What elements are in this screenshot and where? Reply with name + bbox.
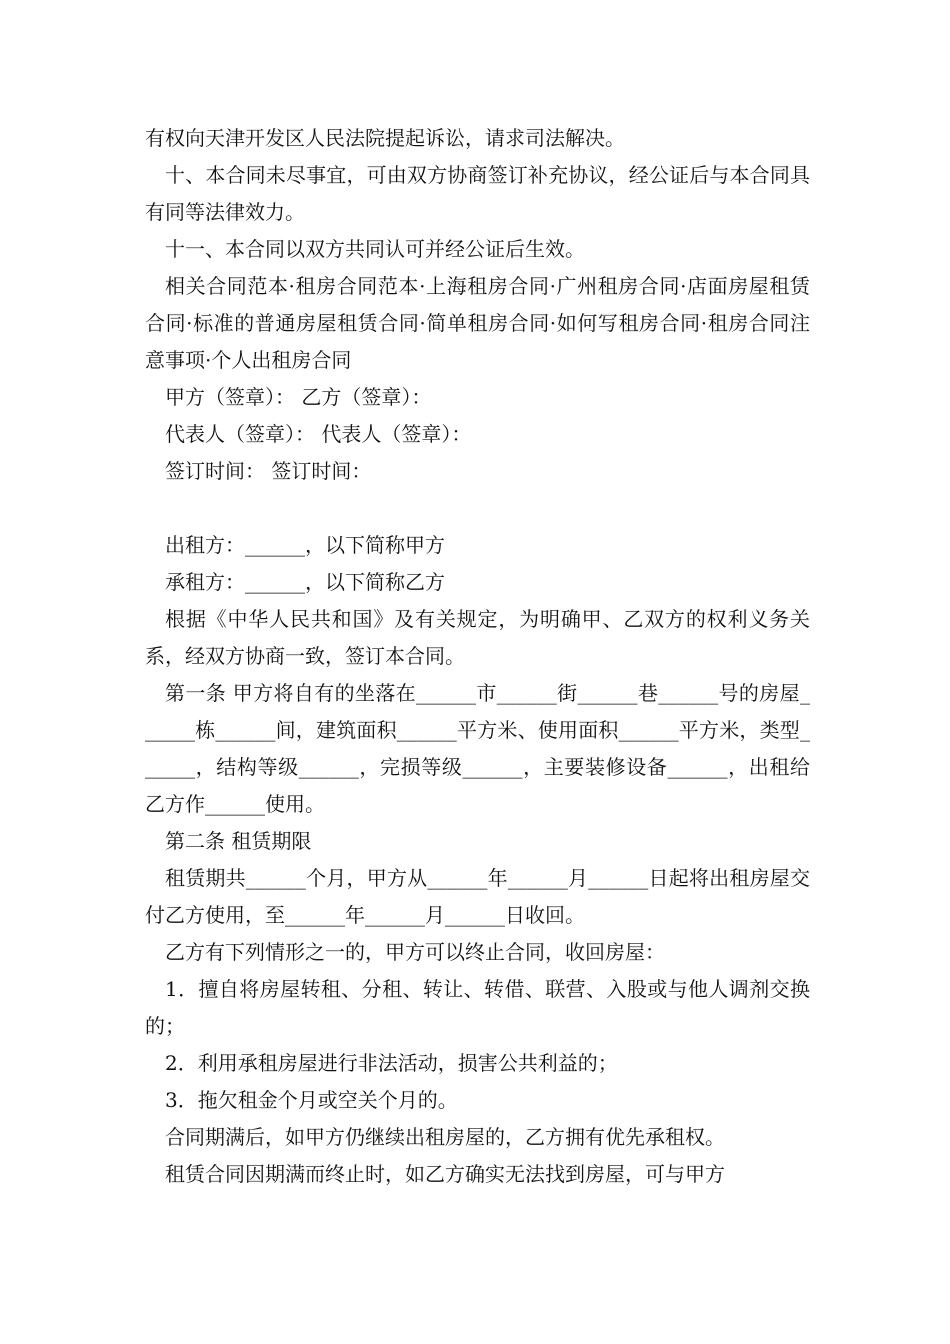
blank-line: [145, 490, 810, 527]
list-item: 3．拖欠租金个月或空关个月的。: [165, 1088, 458, 1112]
paragraph: 根据《中华人民共和国》及有关规定，为明确甲、乙双方的权利义务关系，经双方协商一致，签订本合同。: [145, 607, 810, 668]
signature-line: 代表人（签章）： 代表人（签章）：: [165, 422, 472, 446]
paragraph: 十一、本合同以双方共同认可并经公证后生效。: [165, 237, 585, 261]
paragraph: 租赁合同因期满而终止时，如乙方确实无法找到房屋，可与甲方: [165, 1162, 725, 1186]
paragraph: 第二条 租赁期限: [165, 829, 312, 853]
paragraph: 合同期满后，如甲方仍继续出租房屋的，乙方拥有优先承租权。: [165, 1125, 725, 1149]
paragraph: 租赁期共______个月，甲方从______年______月______日起将出租房屋交付乙方使用，至______年______月______日收回。: [145, 866, 810, 927]
paragraph: 十、本合同未尽事宜，可由双方协商签订补充协议，经公证后与本合同具有同等法律效力。: [145, 163, 810, 224]
paragraph: 承租方：______，以下简称乙方: [165, 570, 445, 594]
contract-text: [145, 120, 810, 1193]
paragraph: 有权向天津开发区人民法院提起诉讼，请求司法解决。: [145, 126, 625, 150]
paragraph: 出租方：______，以下简称甲方: [165, 533, 445, 557]
paragraph: 乙方有下列情形之一的，甲方可以终止合同，收回房屋：: [165, 940, 665, 964]
paragraph: 相关合同范本·租房合同范本·上海租房合同·广州租房合同·店面房屋租赁合同·标准的普通房屋租赁合同·简单租房合同·如何写租房合同·租房合同注意事项·个人出租房合同: [145, 274, 810, 372]
list-item: 1．擅自将房屋转租、分租、转让、转借、联营、入股或与他人调剂交换的；: [145, 977, 810, 1038]
paragraph: 第一条 甲方将自有的坐落在______市______街______巷______号的房屋______栋______间，建筑面积______平方米、使用面积______平方米，类型______，结构等级______，完损等级______，主要装修设备______，出租给乙方作______使用。: [145, 681, 810, 816]
signature-line: 签订时间： 签订时间：: [165, 459, 372, 483]
signature-line: 甲方（签章）： 乙方（签章）：: [165, 385, 432, 409]
list-item: 2．利用承租房屋进行非法活动，损害公共利益的；: [165, 1051, 618, 1075]
